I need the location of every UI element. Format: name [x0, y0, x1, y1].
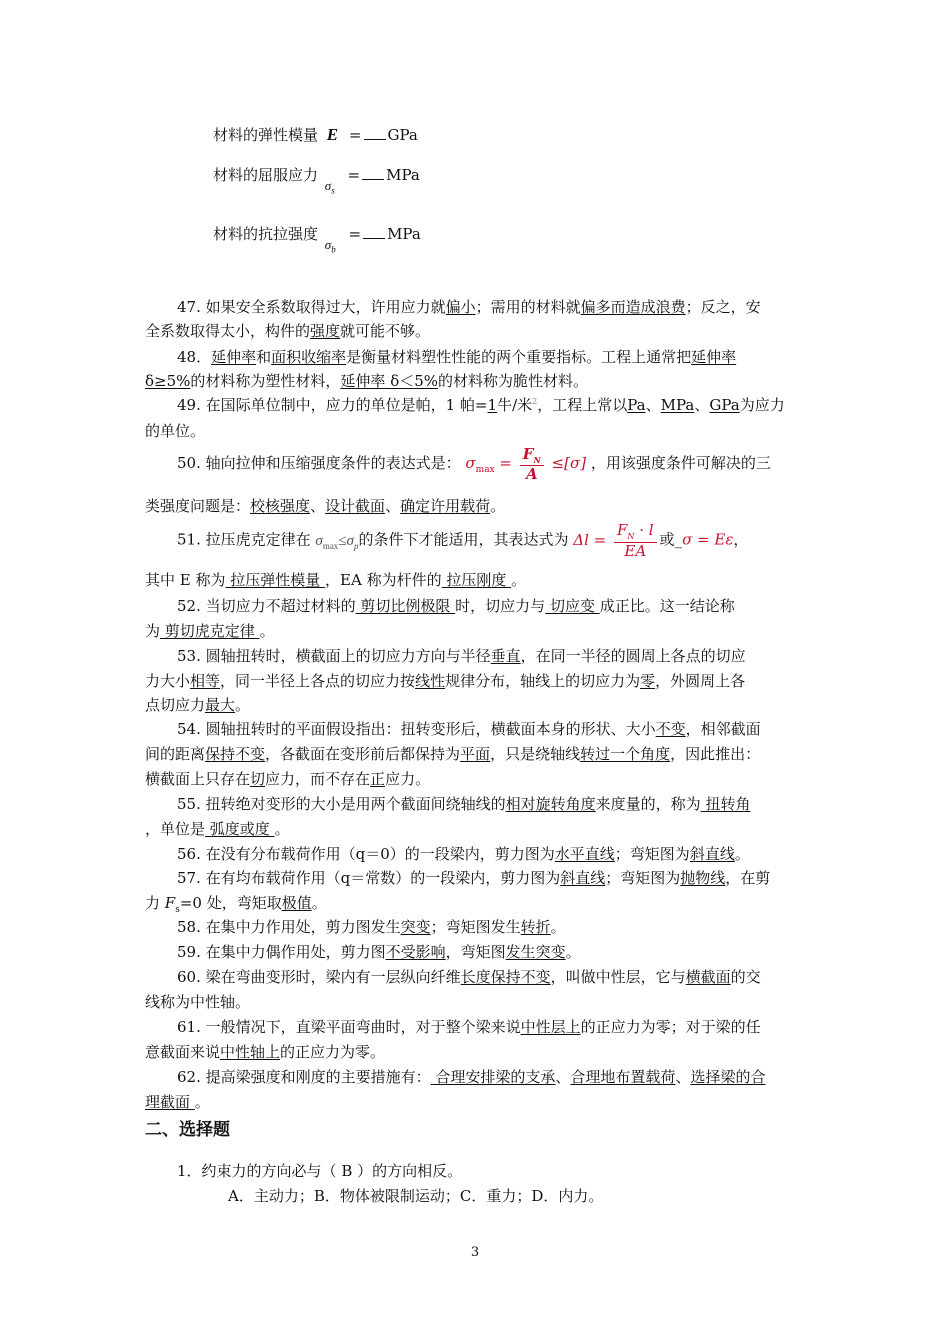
q52-line1: 52. 当切应力不超过材料的 剪切比例极限 时，切应力与 切应变 成正比。这一结论称 — [177, 597, 735, 615]
page-number: 3 — [470, 1245, 480, 1260]
fraction: $\frac{F_N \cdot l}{EA}$ — [614, 522, 657, 559]
yield-stress-unit: MPa — [386, 166, 420, 184]
q53-line3: 点切应力最大。 — [145, 696, 251, 714]
elastic-modulus-unit: GPa — [387, 126, 418, 144]
q51-line2: 其中 E 称为 拉压弹性模量 ，EA 称为杆件的 拉压刚度 。 — [145, 571, 527, 589]
q61-line1: 61. 一般情况下，直梁平面弯曲时，对于整个梁来说中性层上的正应力为零；对于梁的任 — [177, 1018, 761, 1036]
elastic-modulus-label: 材料的弹性模量 — [213, 126, 319, 144]
blank — [362, 167, 384, 180]
hooke-formula: σ = Eε — [682, 530, 734, 549]
q60-line1: 60. 梁在弯曲变形时，梁内有一层纵向纤维长度保持不变，叫做中性层，它与横截面的交 — [177, 968, 761, 986]
fraction: $\frac{F_N}{A}$ — [520, 446, 544, 482]
q58-line1: 58. 在集中力作用处，剪力图发生突变；弯矩图发生转折。 — [177, 918, 566, 936]
q54-line1: 54. 圆轴扭转时的平面假设指出：扭转变形后，横截面本身的形状、大小不变，相邻截面 — [177, 720, 761, 738]
q57-line1: 57. 在有均布载荷作用（q＝常数）的一段梁内，剪力图为斜直线；弯矩图为抛物线，在剪 — [177, 869, 771, 887]
tensile-strength-label: 材料的抗拉强度 — [213, 225, 319, 243]
q48-line2: δ≥5%的材料称为塑性材料，延伸率 δ＜5%的材料称为脆性材料。 — [145, 372, 589, 390]
q57-line2: 力 $F_s=0$ 处，弯矩取极值。 — [145, 894, 327, 915]
q62-line1: 62. 提高梁强度和刚度的主要措施有： 合理安排梁的支承、合理地布置载荷、选择梁的合 — [177, 1068, 766, 1086]
q60-line2: 线称为中性轴。 — [145, 993, 251, 1011]
q50-line2: 类强度问题是：校核强度、设计截面、确定许用载荷。 — [145, 497, 506, 515]
q47-line2: 全系数取得太小，构件的强度就可能不够。 — [145, 322, 431, 340]
q61-line2: 意截面来说中性轴上的正应力为零。 — [145, 1043, 386, 1061]
q47-line1: 47. 如果安全系数取得过大，许用应力就偏小；需用的材料就偏多而造成浪费；反之，安 — [177, 298, 761, 316]
blank — [364, 127, 386, 140]
q51-line1: 51. 拉压虎克定律在 $\sigma_{max}\le\sigma_p$的条件下才能适用，其表达式为 Δl = $\frac{F_N \cdot l}{EA}$ 或_σ = Eε， — [177, 521, 749, 560]
section-heading: 二、选择题 — [145, 1120, 230, 1140]
yield-stress-label: 材料的屈服应力 — [213, 166, 319, 184]
q48-line1: 48．延伸率和面积收缩率是衡量材料塑性性能的两个重要指标。工程上通常把延伸率 — [177, 348, 737, 366]
blank — [363, 226, 385, 239]
q56-line1: 56. 在没有分布载荷作用（q＝0）的一段梁内，剪力图为水平直线；弯矩图为斜直线。 — [177, 845, 750, 863]
yield-stress-line: 材料的屈服应力 $\sigma_s$ = MPa — [213, 166, 420, 196]
q62-line2: 理截面 。 — [145, 1093, 210, 1111]
q49-line1: 49. 在国际单位制中，应力的单位是帕，1 帕=1牛/米$^2$，工程上常以Pa、MPa、GPa为应力 — [177, 396, 785, 414]
q50-line1: 50. 轴向拉伸和压缩强度条件的表达式是： $\sigma_{max}$ = $\frac{F_N}{A}$ ≤[σ] ，用该强度条件可解决的三 — [177, 445, 771, 483]
choice-question-1: 1．约束力的方向必与（ B ）的方向相反。 — [177, 1162, 463, 1180]
tensile-strength-unit: MPa — [387, 225, 421, 243]
q53-line2: 力大小相等，同一半径上各点的切应力按线性规律分布，轴线上的切应力为零，外圆周上各 — [145, 672, 746, 690]
yield-stress-symbol: $\sigma_s$ — [324, 178, 335, 196]
q52-line2: 为 剪切虎克定律 。 — [145, 622, 275, 640]
q55-line1: 55. 扭转绝对变形的大小是用两个截面间绕轴线的相对旋转角度来度量的，称为 扭转角 — [177, 795, 751, 813]
q49-line2: 的单位。 — [145, 422, 206, 440]
elongation-formula: Δl = $\frac{F_N \cdot l}{EA}$ — [573, 531, 659, 549]
hooke-condition: $\sigma_{max}\le\sigma_p$ — [315, 532, 359, 551]
tensile-strength-symbol: $\sigma_b$ — [324, 237, 336, 255]
q54-line2: 间的距离保持不变，各截面在变形前后都保持为平面，只是绕轴线转过一个角度，因此推出： — [145, 745, 761, 763]
choice-options-1: A．主动力；B．物体被限制运动；C．重力；D．内力。 — [228, 1187, 604, 1205]
tensile-strength-line: 材料的抗拉强度 $\sigma_b$ = MPa — [213, 225, 421, 255]
q54-line3: 横截面上只存在切应力，而不存在正应力。 — [145, 770, 431, 788]
strength-condition-formula: $\sigma_{max}$ = $\frac{F_N}{A}$ ≤[σ] — [465, 445, 587, 483]
q59-line1: 59. 在集中力偶作用处，剪力图不受影响，弯矩图发生突变。 — [177, 943, 581, 961]
q55-line2: ，单位是 弧度或度 。 — [145, 820, 290, 838]
elastic-modulus-line: 材料的弹性模量 E = GPa — [213, 125, 418, 144]
q53-line1: 53. 圆轴扭转时，横截面上的切应力方向与半径垂直，在同一半径的圆周上各点的切应 — [177, 647, 746, 665]
elastic-modulus-symbol: E — [326, 125, 339, 144]
